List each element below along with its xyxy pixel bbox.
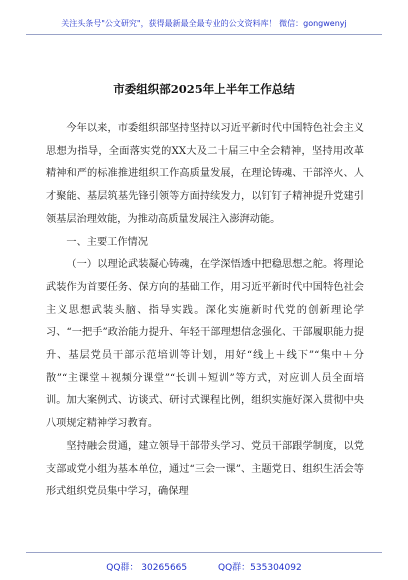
header-divider [26, 34, 382, 35]
intro-paragraph: 今年以来，市委组织部坚持坚持以习近平新时代中国特色社会主义思想为指导，全面落实党的XX大及二十届三中全会精神，坚持用改革精神和严的标准推进组织工作高质量发展，在理论铸魂、干部淬火、人才聚能、基层筑基先锋引领等方面持续发力，以钉钉子精神提升党建引领基层治理效能，为推动高质量发展注入澎湃动能。 [46, 123, 364, 225]
header-notice: 关注头条号"公文研究"，获得最新最全最专业的公文资料库！ 微信：gongwenyj [61, 19, 347, 28]
continuation-paragraph: 坚持融会贯通，建立领导干部带头学习、党员干部跟学制度，以党支部或党小组为基本单位，通过“三会一课”、主题党日、组织生活会等形式组织党员集中学习，确保理 [46, 440, 364, 498]
document-title: 市委组织部2025年上半年工作总结 [113, 82, 295, 96]
footer-divider [26, 552, 382, 553]
subsection-paragraph: （一）以理论武装凝心铸魂，在学深悟透中把稳思想之舵。将理论武装作为首要任务、保方向的基础工作，用习近平新时代中国特色社会主义思想武装头脑、指导实践。深化实施新时代党的创新理论学习、“一把手”政治能力提升、年轻干部理想信念强化、干部履职能力提升、基层党员干部示范培训等计划，用好“线上＋线下”“集中＋分散”“主课堂＋视频分课堂”“长训＋短训”等方式，对应训人员全面培训。加大案例式、访谈式、研讨式课程比例，组织实施好深入贯彻中央八项规定精神学习教育。 [46, 259, 364, 430]
section-heading: 一、主要工作情况 [66, 236, 148, 248]
document-body [46, 118, 364, 504]
footer-qq-group-1: QQ群： 30265665 [106, 563, 188, 573]
footer-qq-group-2: QQ群：535304092 [218, 563, 302, 573]
footer-contacts [0, 560, 408, 573]
